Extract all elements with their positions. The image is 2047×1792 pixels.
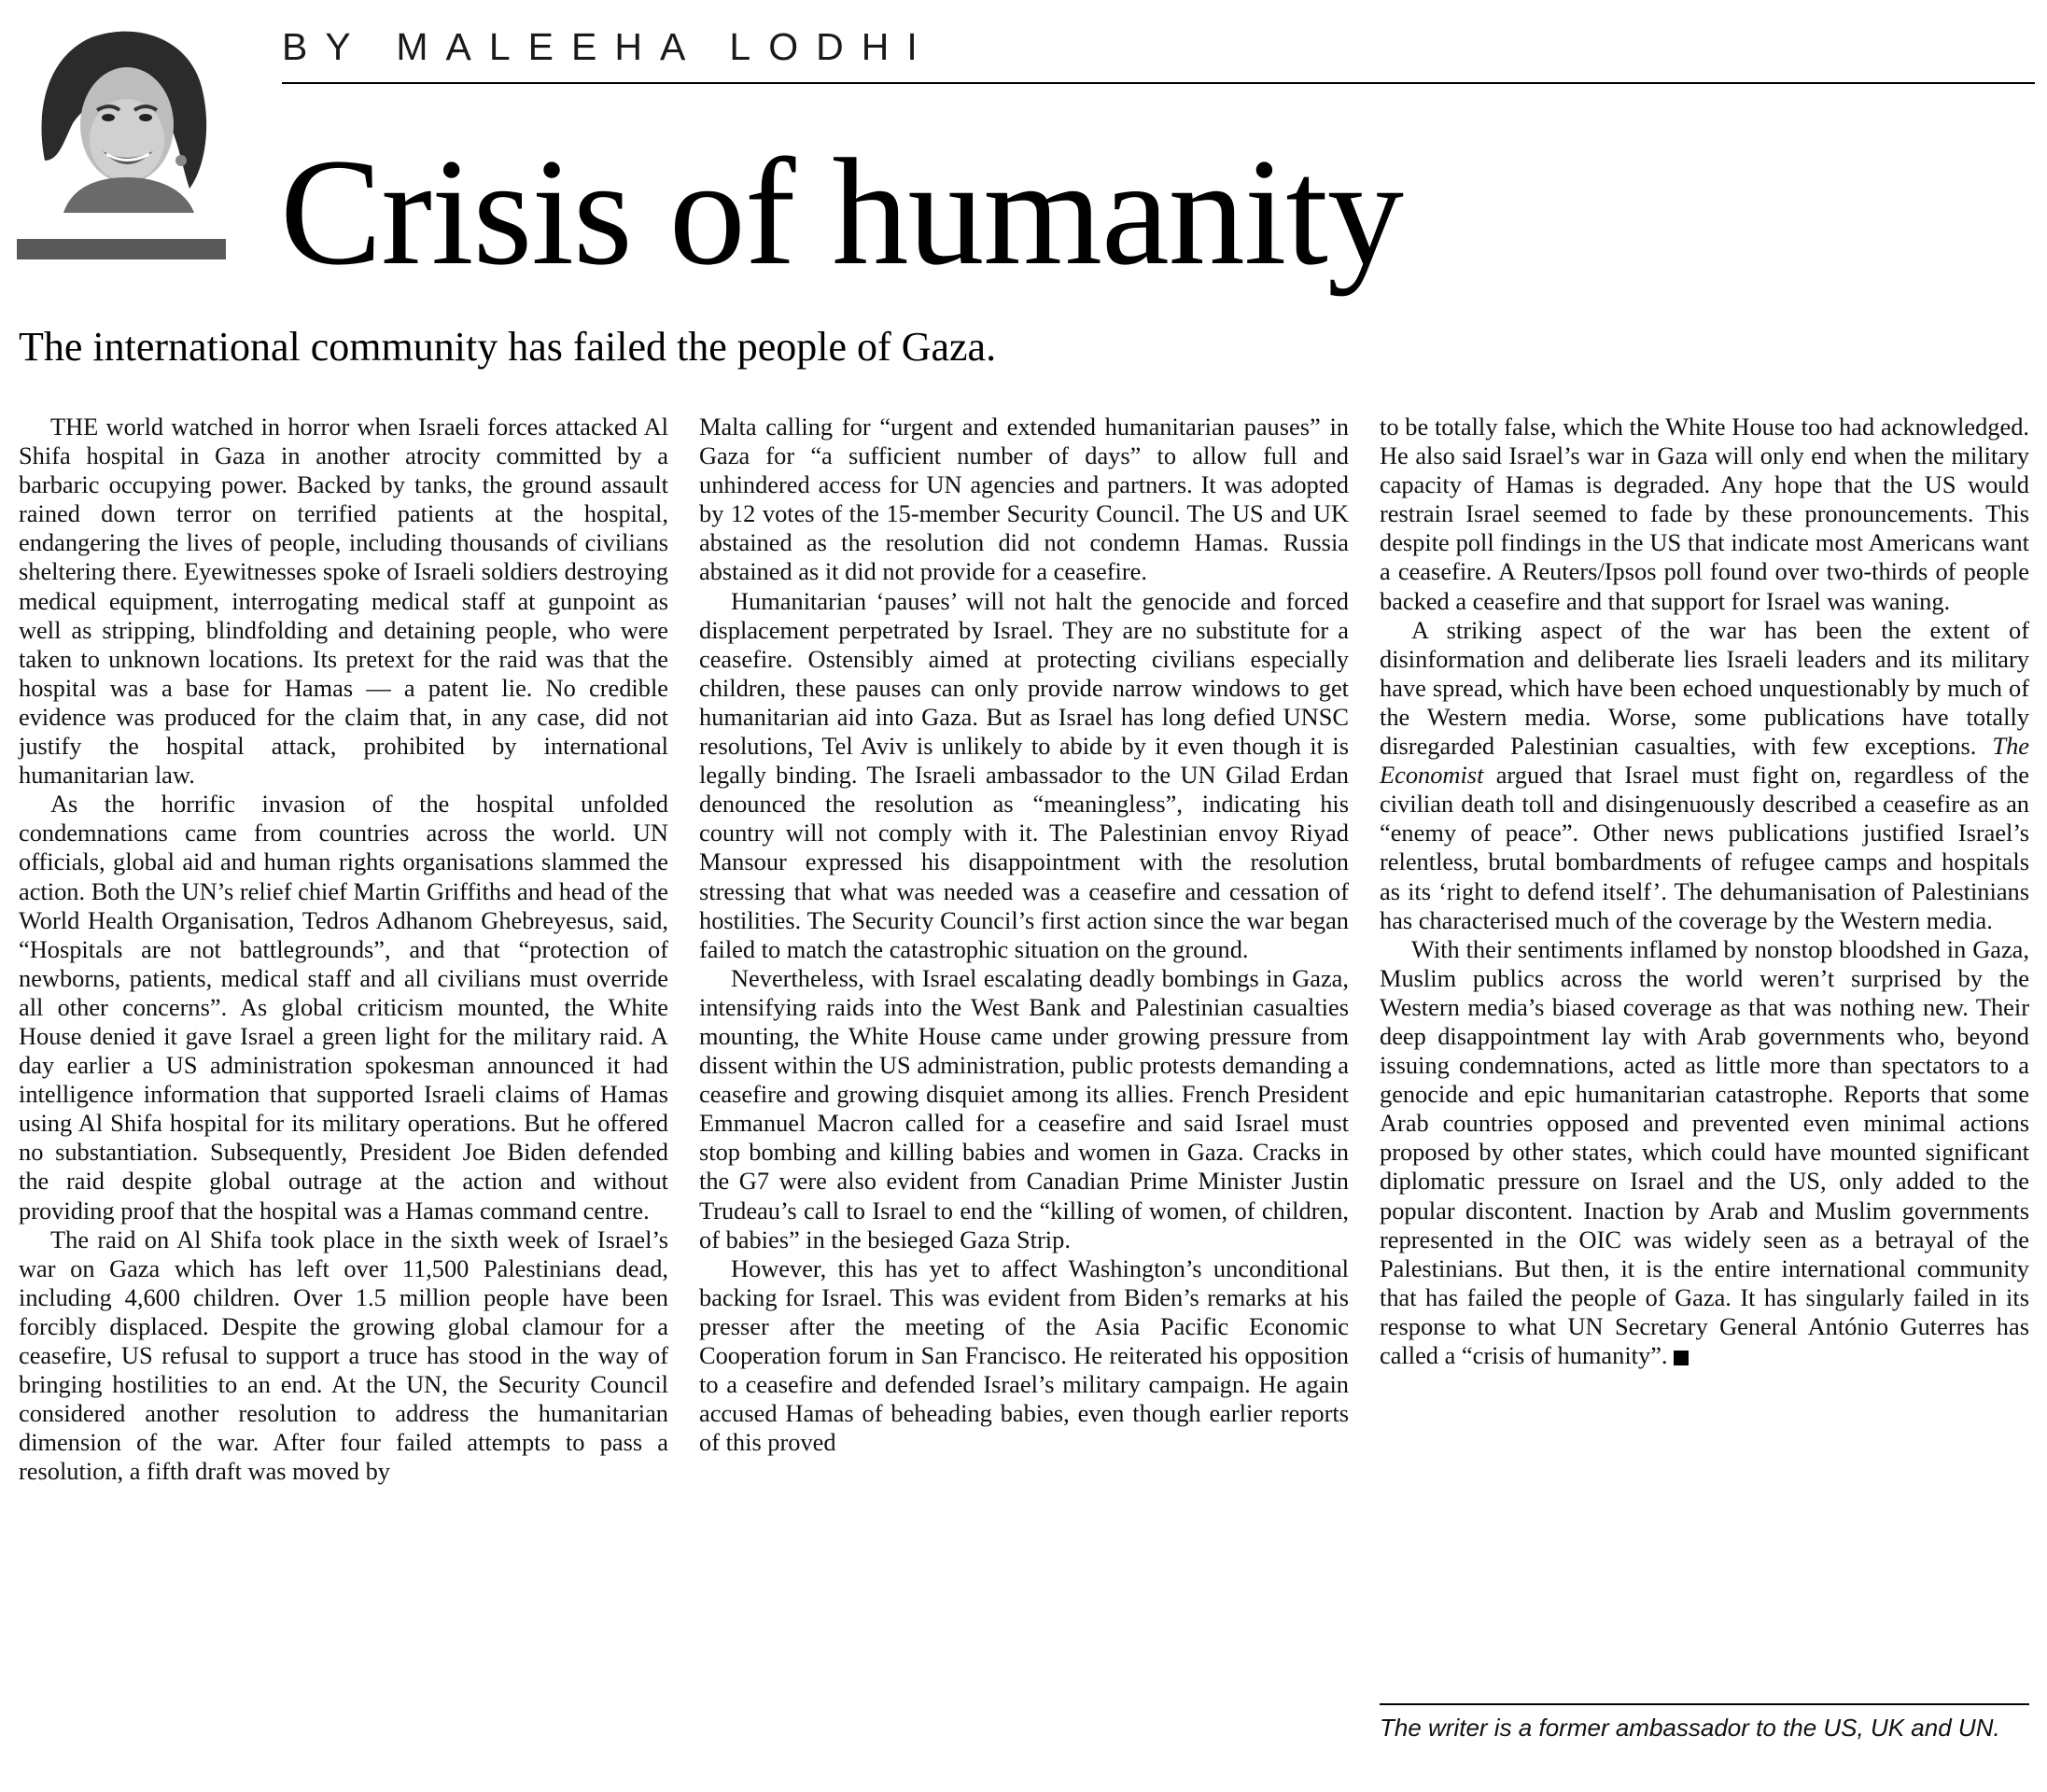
- column-3: [1380, 413, 2029, 1370]
- paragraph-text: With their sentiments inflamed by nonstop bloodshed in Gaza, Muslim publics across the world weren’t surprised by the Western media’s biased coverage as that was nothing new. Their deep disappointment lay with Arab governments who, beyond issuing condemnations, acted as little more than spectators to a genocide and epic humanitarian catastrophe. Reports that some Arab countries opposed and prevented even minimal actions proposed by other states, which could have mounted significant diplomatic pressure on Israel and the US, only added to the popular discontent. Inaction by Arab and Muslim governments represented in the OIC was widely seen as a betrayal of the Palestinians. But then, it is the entire international community that has failed the people of Gaza. It has singularly failed in its response to what UN Secretary General António Guterres has called a “crisis of humanity”.: [1380, 934, 2029, 1369]
- byline-divider: [282, 82, 2035, 84]
- publication-name: The Economist: [1380, 732, 2029, 790]
- paragraph: Humanitarian ‘pauses’ will not halt the genocide and forced displacement perpetrated by Israel. They are no substitute for a ceasefire. Ostensibly aimed at protecting civilians especially children, these pauses can only provide narrow windows to get humanitarian aid into Gaza. But as Israel has long defied UNSC resolutions, Tel Aviv is unlikely to abide by it even though it is legally binding. The Israeli ambassador to the UN Gilad Erdan denounced the resolution as “meaningless”, indicating his country will not comply with it. The Palestinian envoy Riyad Mansour expressed his disappointment with the resolution stressing that what was needed was a ceasefire and cessation of hostilities. The Security Council’s first action since the war began failed to match the catastrophic situation on the ground.: [699, 586, 1349, 963]
- paragraph: [1380, 935, 2029, 1370]
- subheadline: The international community has failed the people of Gaza.: [19, 324, 997, 370]
- paragraph-text: A striking aspect of the war has been the extent of disinformation and deliberate lies Israeli leaders and its military have spread, which have been echoed unquestionably by much of the Western media. Worse, some publications have totally disregarded Palestinian casualties, with few exceptions.: [1380, 615, 2029, 761]
- bio-divider: [1380, 1703, 2029, 1705]
- paragraph-text: argued that Israel must fight on, regardless of the civilian death toll and disingenuously described a ceasefire as an “enemy of peace”. Other news publications justified Israel’s relentless, brutal bombardments of refugee camps and hospitals as its ‘right to defend itself’. The dehumanisation of Palestinians has characterised much of the coverage by the Western media.: [1380, 761, 2029, 934]
- paragraph: [1380, 616, 2029, 935]
- paragraph: to be totally false, which the White House too had acknowledged. He also said Israel’s war in Gaza will only end when the military capacity of Hamas is degraded. Any hope that the US would restrain Israel seemed to fade by these pronouncements. This despite poll findings in the US that indicate most Americans want a ceasefire. A Reuters/Ipsos poll found over two-thirds of people backed a ceasefire and that support for Israel was waning.: [1380, 413, 2029, 615]
- author-photo: [17, 21, 224, 213]
- column-1: [19, 413, 668, 1486]
- paragraph: THE world watched in horror when Israeli forces attacked Al Shifa hospital in Gaza in another atrocity committed by a barbaric occupying power. Backed by tanks, the ground assault rained down terror on terrified patients at the hospital, endangering the lives of people, including thousands of civilians sheltering there. Eyewitnesses spoke of Israeli soldiers destroying medical equipment, interrogating medical staff at gunpoint as well as stripping, blindfolding and detaining people, who were taken to unknown locations. Its pretext for the raid was that the hospital was a base for Hamas — a patent lie. No credible evidence was produced for the claim that, in any case, did not justify the hospital attack, prohibited by international humanitarian law.: [19, 413, 668, 790]
- paragraph: Nevertheless, with Israel escalating deadly bombings in Gaza, intensifying raids into the West Bank and Palestinian casualties mounting, the White House came under growing pressure from dissent within the US administration, public protests demanding a ceasefire and growing disquiet among its allies. French President Emmanuel Macron called for a ceasefire and said Israel must stop bombing and killing babies and women in Gaza. Cracks in the G7 were also evident from Canadian Prime Minister Justin Trudeau’s call to Israel to end the “killing of women, of children, of babies” in the besieged Gaza Strip.: [699, 963, 1349, 1253]
- column-2: [699, 413, 1349, 1457]
- end-square-icon: [1674, 1351, 1689, 1365]
- headline: Crisis of humanity: [280, 128, 1403, 297]
- author-bio: The writer is a former ambassador to the US, UK and UN.: [1380, 1714, 2000, 1742]
- paragraph: Malta calling for “urgent and extended humanitarian pauses” in Gaza for “a sufficient number of days” to allow full and unhindered access for UN agencies and partners. It was adopted by 12 votes of the 15-member Security Council. The US and UK abstained as the resolution did not condemn Hamas. Russia abstained as it did not provide for a ceasefire.: [699, 413, 1349, 586]
- paragraph: The raid on Al Shifa took place in the sixth week of Israel’s war on Gaza which has left over 11,500 Palestinians dead, including 4,600 children. Over 1.5 million people have been forcibly displaced. Despite the growing global clamour for a ceasefire, US refusal to support a truce has stood in the way of bringing hostilities to an end. At the UN, the Security Council considered another resolution to address the humanitarian dimension of the war. After four failed attempts to pass a resolution, a fifth draft was moved by: [19, 1225, 668, 1486]
- paragraph: However, this has yet to affect Washington’s unconditional backing for Israel. This was evident from Biden’s remarks at his presser after the meeting of the Asia Pacific Economic Cooperation forum in San Francisco. He reiterated his opposition to a ceasefire and defended Israel’s military campaign. He again accused Hamas of beheading babies, even though earlier reports of this proved: [699, 1253, 1349, 1457]
- portrait-rule: [17, 239, 226, 259]
- byline: BY MALEEHA LODHI: [282, 25, 935, 68]
- paragraph: As the horrific invasion of the hospital unfolded condemnations came from countries across the world. UN officials, global aid and human rights organisations slammed the action. Both the UN’s relief chief Martin Griffiths and head of the World Health Organisation, Tedros Adhanom Ghebreyesus, said, “Hospitals are not battlegrounds”, and that “protection of newborns, patients, medical staff and all civilians must override all other concerns”. As global criticism mounted, the White House denied it gave Israel a green light for the military raid. A day earlier a US administration spokesman announced it had intelligence information that supported Israeli claims of Hamas using Al Shifa hospital for its military operations. But he offered no substantiation. Subsequently, President Joe Biden defended the raid despite global outrage at the action and without providing proof that the hospital was a Hamas command centre.: [19, 790, 668, 1225]
